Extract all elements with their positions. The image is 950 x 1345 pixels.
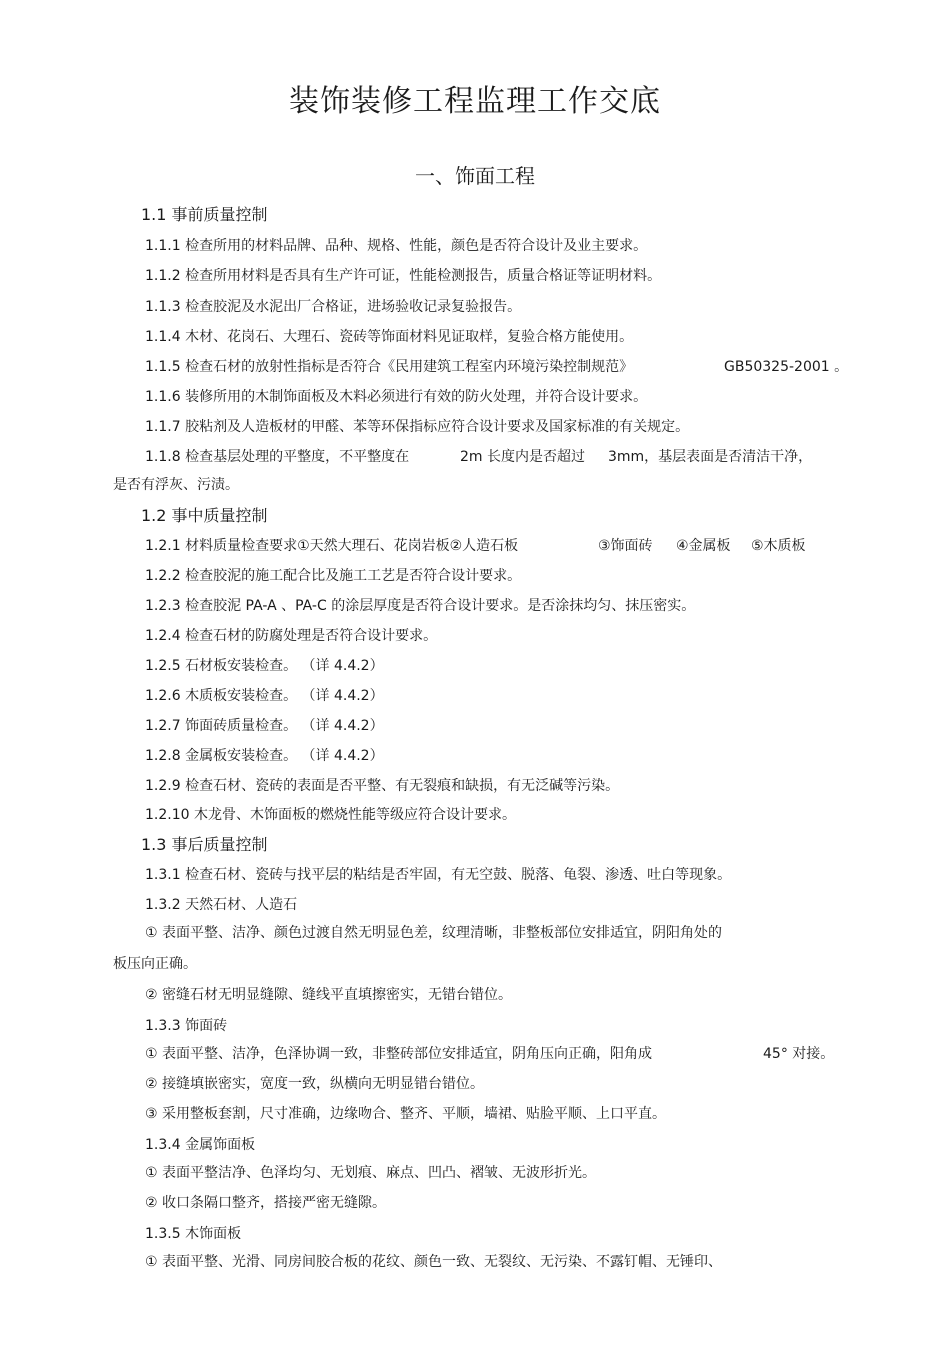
item-1-2-1-metal: ④金属板 [676,538,731,554]
document-title: 装饰装修工程监理工作交底 [289,84,661,119]
item-1-1-6: 1.1.6 装修所用的木制饰面板及木料必须进行有效的防火处理，并符合设计要求。 [145,389,648,405]
item-1-3-1: 1.3.1 检查石材、瓷砖与找平层的粘结是否牢固，有无空鼓、脱落、龟裂、渗透、吐白等现象。 [145,867,732,883]
item-1-3-2: 1.3.2 天然石材、人造石 [145,897,298,913]
item-1-3-3: 1.3.3 饰面砖 [145,1018,228,1034]
item-1-1-8: 1.1.8 检查基层处理的平整度，不平整度在 [145,449,410,465]
item-1-3-3-point-1-angle: 45° 对接。 [763,1046,835,1062]
item-1-3-3-point-2: ② 接缝填嵌密实，宽度一致，纵横向无明显错台错位。 [145,1076,484,1092]
item-1-1-8-continued: 是否有浮灰、污渍。 [113,477,239,493]
section-heading-1-1: 1.1 事前质量控制 [141,205,268,224]
item-1-2-3: 1.2.3 检查胶泥 PA-A 、PA-C 的涂层厚度是否符合设计要求。是否涂抹均匀、抹压密实。 [145,598,696,614]
item-1-3-4-point-2: ② 收口条隔口整齐，搭接严密无缝隙。 [145,1195,386,1211]
item-1-2-1-wood: ⑤木质板 [751,538,806,554]
item-1-1-3: 1.1.3 检查胶泥及水泥出厂合格证，进场验收记录复验报告。 [145,299,522,315]
item-1-3-2-point-1-continued: 板压向正确。 [113,956,197,972]
item-1-1-8-tolerance: 3mm，基层表面是否清洁干净， [608,449,813,465]
item-1-1-5: 1.1.5 检查石材的放射性指标是否符合《民用建筑工程室内环境污染控制规范》 [145,359,634,375]
item-1-1-2: 1.1.2 检查所用材料是否具有生产许可证，性能检测报告，质量合格证等证明材料。 [145,268,662,284]
item-1-2-1: 1.2.1 材料质量检查要求①天然大理石、花岗岩板②人造石板 [145,538,519,554]
item-1-1-4: 1.1.4 木材、花岗石、大理石、瓷砖等饰面材料见证取样，复验合格方能使用。 [145,329,634,345]
item-1-3-4: 1.3.4 金属饰面板 [145,1137,256,1153]
item-1-3-5-point-1: ① 表面平整、光滑、同房间胶合板的花纹、颜色一致、无裂纹、无污染、不露钉帽、无锤印、 [145,1254,722,1270]
item-1-2-6: 1.2.6 木质板安装检查。 （详 4.4.2） [145,688,384,704]
section-heading-1-3: 1.3 事后质量控制 [141,835,268,854]
item-1-1-8-length: 2m 长度内是否超过 [460,449,585,465]
item-1-3-4-point-1: ① 表面平整洁净、色泽均匀、无划痕、麻点、凹凸、褶皱、无波形折光。 [145,1165,596,1181]
item-1-3-3-point-1: ① 表面平整、洁净，色泽协调一致，非整砖部位安排适宜，阴角压向正确，阳角成 [145,1046,652,1062]
item-1-2-7: 1.2.7 饰面砖质量检查。 （详 4.4.2） [145,718,384,734]
item-1-2-1-tile: ③饰面砖 [598,538,653,554]
item-1-1-1: 1.1.1 检查所用的材料品牌、品种、规格、性能，颜色是否符合设计及业主要求。 [145,238,648,254]
item-1-3-2-point-1: ① 表面平整、洁净、颜色过渡自然无明显色差，纹理清晰，非整板部位安排适宜，阴阳角处的 [145,925,722,941]
item-1-1-5-standard: GB50325-2001 。 [724,359,849,375]
chapter-heading: 一、饰面工程 [415,164,535,188]
section-heading-1-2: 1.2 事中质量控制 [141,506,268,525]
item-1-2-8: 1.2.8 金属板安装检查。 （详 4.4.2） [145,748,384,764]
item-1-3-3-point-3: ③ 采用整板套割，尺寸准确，边缘吻合、整齐、平顺，墙裙、贴脸平顺、上口平直。 [145,1106,666,1122]
item-1-3-5: 1.3.5 木饰面板 [145,1226,242,1242]
item-1-2-5: 1.2.5 石材板安装检查。 （详 4.4.2） [145,658,384,674]
item-1-2-10: 1.2.10 木龙骨、木饰面板的燃烧性能等级应符合设计要求。 [145,807,516,823]
item-1-3-2-point-2: ② 密缝石材无明显缝隙、缝线平直填擦密实，无错台错位。 [145,987,512,1003]
item-1-2-4: 1.2.4 检查石材的防腐处理是否符合设计要求。 [145,628,438,644]
item-1-2-9: 1.2.9 检查石材、瓷砖的表面是否平整、有无裂痕和缺损，有无泛碱等污染。 [145,778,620,794]
item-1-1-7: 1.1.7 胶粘剂及人造板材的甲醛、苯等环保指标应符合设计要求及国家标准的有关规定。 [145,419,690,435]
item-1-2-2: 1.2.2 检查胶泥的施工配合比及施工工艺是否符合设计要求。 [145,568,522,584]
